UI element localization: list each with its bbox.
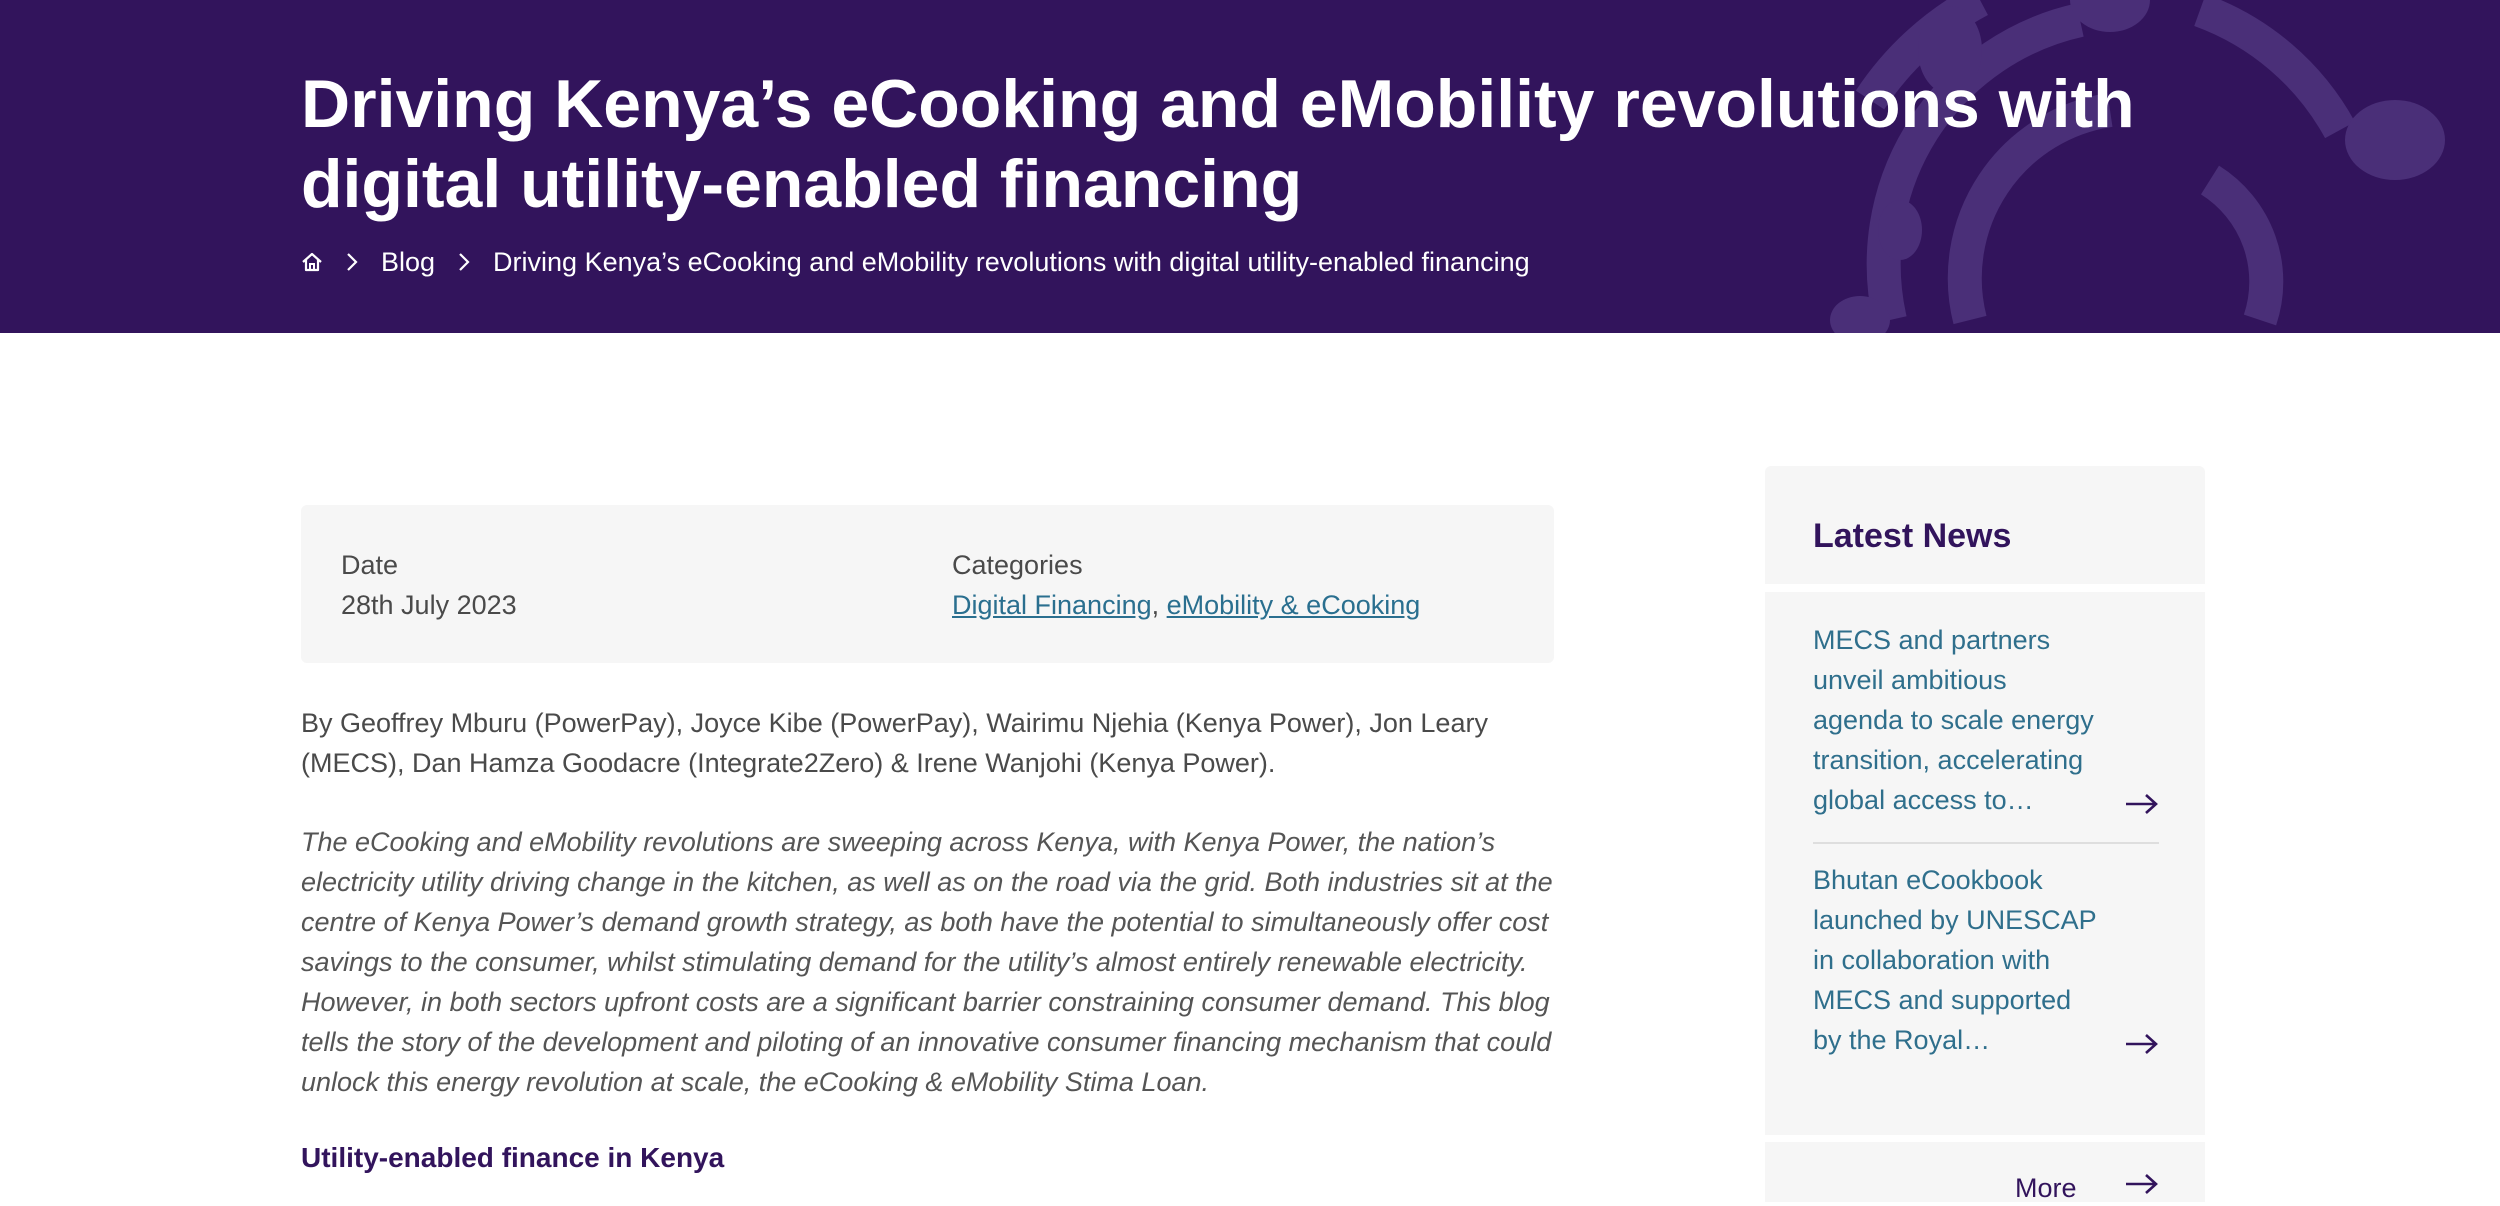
date-label: Date: [341, 550, 399, 580]
news-item-title[interactable]: Bhutan eCookbook launched by UNESCAP in collaboration with MECS and supported by the Royal…: [1813, 865, 2097, 1055]
category-separator: ,: [1151, 590, 1167, 620]
news-divider: [1813, 842, 2159, 844]
arrow-right-icon[interactable]: [2125, 792, 2159, 816]
latest-news-title: Latest News: [1813, 517, 2012, 555]
article-byline: By Geoffrey Mburu (PowerPay), Joyce Kibe (PowerPay), Wairimu Njehia (Kenya Power), Jon Leary (MECS), Dan Hamza Goodacre (Integrate2Zero) & Irene Wanjohi (Kenya Power).: [301, 708, 1488, 778]
category-link-emobility-ecooking[interactable]: eMobility & eCooking: [1166, 590, 1421, 620]
post-meta: [301, 505, 1554, 663]
latest-news-header: [1765, 466, 2205, 584]
breadcrumb: [301, 244, 1530, 280]
more-news-label[interactable]: More: [2015, 1173, 2077, 1203]
breadcrumb-link-blog[interactable]: Blog: [381, 247, 436, 277]
news-item[interactable]: [1813, 860, 2159, 1060]
more-news-link[interactable]: [1765, 1142, 2205, 1202]
news-item[interactable]: [1813, 620, 2159, 820]
chevron-right-icon: [345, 251, 359, 273]
news-item-title[interactable]: MECS and partners unveil ambitious agenda to scale energy transition, accelerating global access to…: [1813, 625, 2094, 815]
article-intro: The eCooking and eMobility revolutions are sweeping across Kenya, with Kenya Power, the nation’s electricity utility driving change in the kitchen, as well as on the road via the grid. Both industries sit at the centre of Kenya Power’s demand growth strategy, as both have the potential to simultaneously offer cost savings to the consumer, whilst stimulating demand for the utility’s almost entirely renewable electricity. However, in both sectors upfront costs are a significant barrier constraining consumer demand. This blog tells the story of the development and piloting of an innovative consumer financing mechanism that could unlock this energy revolution at scale, the eCooking & eMobility Stima Loan.: [301, 827, 1553, 1097]
page-hero: [0, 0, 2500, 333]
arrow-right-icon[interactable]: [2125, 1032, 2159, 1056]
page-title: Driving Kenya’s eCooking and eMobility revolutions with digital utility-enabled financing: [301, 66, 2135, 222]
arrow-right-icon[interactable]: [2125, 1172, 2159, 1196]
home-icon[interactable]: [301, 251, 323, 273]
date-value: 28th July 2023: [341, 590, 517, 620]
latest-news-list: [1765, 592, 2205, 1135]
section-heading: Utility-enabled finance in Kenya: [301, 1142, 725, 1173]
chevron-right-icon: [457, 251, 471, 273]
categories-list: [952, 587, 1420, 623]
breadcrumb-current: Driving Kenya’s eCooking and eMobility revolutions with digital utility-enabled financing: [493, 247, 1530, 277]
category-link-digital-financing[interactable]: Digital Financing: [952, 590, 1152, 620]
categories-label: Categories: [952, 550, 1083, 580]
